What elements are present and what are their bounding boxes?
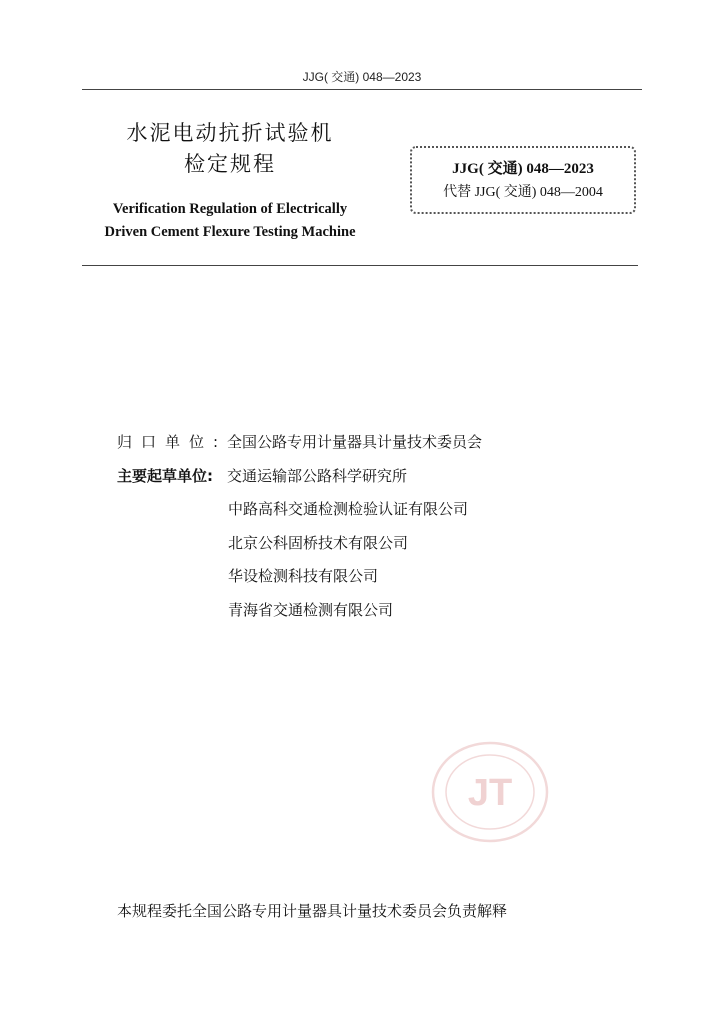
title-rule — [82, 265, 638, 266]
standard-number-box — [410, 146, 636, 214]
responsible-unit-row — [117, 429, 482, 455]
jt-watermark-stamp — [431, 741, 549, 843]
header-rule — [82, 89, 642, 90]
drafting-unit-item: 华设检测科技有限公司 — [228, 567, 379, 585]
watermark-text: JT — [467, 772, 513, 814]
title-en-line2: Driven Cement Flexure Testing Machine — [104, 224, 356, 240]
drafting-unit-item: 交通运输部公路科学研究所 — [227, 467, 408, 485]
responsible-unit-value: 全国公路专用计量器具计量技术委员会 — [227, 433, 483, 451]
drafting-unit-row — [117, 463, 407, 489]
title-cn-line2: 检定规程 — [184, 152, 276, 176]
drafting-unit-item: 青海省交通检测有限公司 — [228, 601, 394, 619]
drafting-unit-item: 北京公科固桥技术有限公司 — [228, 534, 409, 552]
title-en-line1: Verification Regulation of Electrically — [112, 201, 348, 217]
responsible-unit-label: 归口单位: — [117, 433, 228, 451]
standard-replaces: 代替 JJG( 交通) 048—2004 — [443, 185, 603, 200]
title-cn-line1: 水泥电动抗折试验机 — [126, 121, 334, 145]
standard-number: JJG( 交通) 048—2023 — [452, 161, 594, 177]
footer-interpretation-note: 本规程委托全国公路专用计量器具计量技术委员会负责解释 — [117, 902, 508, 920]
header-standard-code: JJG( 交通) 048—2023 — [302, 70, 422, 84]
drafting-unit-label: 主要起草单位: — [117, 467, 213, 485]
drafting-unit-item: 中路高科交通检测检验认证有限公司 — [228, 500, 469, 518]
